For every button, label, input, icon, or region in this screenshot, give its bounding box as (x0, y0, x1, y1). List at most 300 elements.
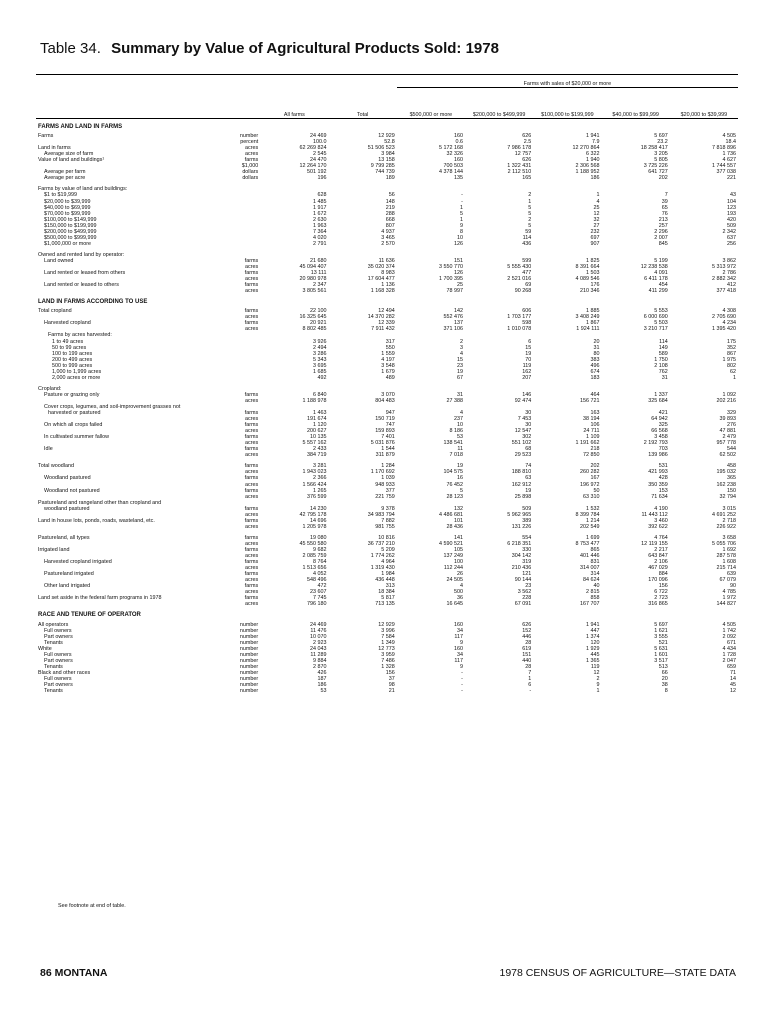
value-cell: 186 (317, 681, 327, 688)
row-label: 200 to 499 acres (52, 356, 93, 363)
value-cell: 1 940 (585, 157, 600, 164)
value-cell: 6 000 690 (643, 314, 668, 321)
row-label: woodland pastured (44, 505, 90, 512)
value-cell: 47 881 (719, 428, 736, 435)
row-label: 50 to 99 acres (52, 344, 87, 351)
value-cell: 304 142 (511, 553, 532, 560)
value-cell: 167 (590, 475, 600, 482)
value-cell: 196 972 (579, 481, 600, 488)
row-unit: number (239, 669, 259, 676)
value-cell: 440 (522, 657, 532, 664)
row-unit: number (239, 663, 259, 670)
value-cell: 24 711 (583, 428, 600, 435)
value-cell: 12 119 155 (641, 540, 668, 547)
value-cell: 3 205 (654, 151, 668, 158)
value-cell: 52.8 (384, 139, 395, 146)
row-label: Part owners (44, 633, 73, 640)
value-cell: 14 696 (309, 517, 327, 524)
row-label: Land set aside in the federal farm programs in 1978 (38, 595, 162, 602)
value-cell: 51 506 523 (367, 145, 395, 152)
row-unit: acres (245, 440, 259, 447)
value-cell: 12 773 (378, 645, 395, 652)
value-cell: 170 096 (648, 577, 668, 584)
value-cell: 1 685 (312, 368, 327, 375)
value-cell: 377 038 (716, 169, 736, 176)
value-cell: 1 679 (381, 368, 395, 375)
value-cell: 804 483 (375, 397, 395, 404)
value-cell: 276 (727, 422, 736, 429)
value-cell: 1 485 (312, 198, 327, 205)
value-cell: 11 636 (378, 257, 395, 264)
row-unit: number (239, 133, 259, 140)
row-unit: acres (245, 145, 259, 152)
row-unit: dollars (242, 175, 259, 182)
value-cell: 40 (593, 583, 600, 590)
value-cell: 5 697 (654, 133, 668, 140)
value-cell: 4 505 (722, 621, 736, 628)
value-cell: 188 810 (511, 469, 532, 476)
value-cell: 1 170 692 (370, 469, 395, 476)
table-header (36, 75, 738, 119)
value-cell: 45 550 580 (299, 540, 327, 547)
column-header: Total (328, 88, 396, 119)
row-unit: number (239, 621, 259, 628)
value-cell: 2 870 (312, 663, 327, 670)
value-cell: 3 695 (312, 362, 327, 369)
row-label: Farms (38, 133, 54, 140)
value-cell: 1 349 (381, 639, 395, 646)
value-cell: 383 (590, 356, 600, 363)
value-cell: 66 568 (651, 428, 668, 435)
value-cell: 80 (593, 350, 600, 357)
value-cell: 4 197 (381, 356, 395, 363)
value-cell: 4 764 (654, 534, 668, 541)
value-cell: 3 281 (312, 463, 327, 470)
value-cell: 56 (388, 192, 395, 199)
value-cell: 626 (522, 133, 532, 140)
value-cell: 5 055 706 (712, 540, 736, 547)
value-cell: 2 047 (722, 657, 736, 664)
value-cell: 0.6 (455, 139, 463, 146)
row-unit: farms (244, 547, 259, 553)
row-label-cell (36, 688, 260, 694)
value-cell: 1 867 (585, 320, 600, 327)
value-cell: 152 (522, 627, 532, 634)
value-cell: 4 (459, 350, 463, 357)
value-cell: 957 778 (716, 440, 736, 447)
row-unit: farms (244, 410, 259, 417)
value-cell: 210 436 (511, 565, 532, 572)
value-cell: 548 496 (306, 577, 327, 584)
value-cell: 643 847 (648, 553, 668, 560)
value-cell: 202 (658, 175, 668, 182)
value-cell: 674 (590, 368, 600, 375)
value-cell: 2 (459, 338, 463, 345)
value-cell: 78 997 (446, 288, 463, 295)
value-cell: 700 503 (443, 163, 463, 170)
value-cell: 401 446 (579, 553, 600, 560)
value-cell: 39 (661, 198, 668, 205)
row-label: Owned and rented land by operator: (38, 251, 125, 258)
value-cell: 196 (317, 175, 327, 182)
value-cell: 2 296 (654, 228, 668, 235)
row-unit: acres (245, 428, 259, 435)
page-folio-right: 1978 CENSUS OF AGRICULTURE—STATE DATA (499, 967, 736, 979)
value-cell: 27 (593, 222, 600, 229)
value-cell: 8 391 664 (575, 263, 600, 270)
value-cell: 8 753 477 (575, 540, 600, 547)
value-cell: 5 172 168 (438, 145, 463, 152)
value-cell: 5 (528, 222, 532, 229)
value-cell: 25 (593, 204, 600, 211)
value-cell: 3 286 (312, 350, 327, 357)
value-cell: 21 680 (309, 257, 327, 264)
value-cell: - (461, 192, 463, 199)
section-heading-text: LAND IN FARMS ACCORDING TO USE (38, 299, 148, 306)
value-cell: 4 964 (381, 559, 395, 566)
column-header: $500,000 or more (397, 88, 465, 119)
value-cell: 12 339 (378, 320, 395, 327)
value-cell: 7.9 (591, 139, 600, 146)
value-cell: 5 (528, 210, 532, 217)
value-cell: 436 448 (375, 577, 395, 584)
value-cell: 90 144 (514, 577, 532, 584)
value-cell: 377 (385, 487, 395, 494)
value-cell: 25 898 (514, 493, 532, 500)
row-unit: acres (245, 553, 259, 560)
row-unit: acres (245, 481, 259, 488)
value-cell: 19 (456, 368, 463, 375)
value-cell: 3 015 (722, 505, 736, 512)
value-cell: 1 941 (585, 621, 600, 628)
value-cell: 5 313 972 (712, 263, 736, 270)
row-unit: acres (245, 151, 259, 158)
value-cell: 352 (727, 344, 736, 351)
value-cell: 671 (727, 639, 736, 646)
value-cell: 1 039 (381, 475, 395, 482)
value-cell: 6 (528, 681, 532, 688)
value-cell: 531 (658, 463, 668, 470)
value-cell: 175 (727, 338, 736, 345)
value-cell: 2.5 (523, 139, 532, 146)
value-cell: 36 737 210 (367, 540, 395, 547)
value-cell: 207 (522, 374, 532, 381)
value-cell: 1 265 (312, 487, 327, 494)
value-cell: 256 (727, 240, 736, 247)
value-cell: 325 (658, 422, 668, 429)
value-cell: 1 092 (722, 391, 736, 398)
row-unit: farms (244, 422, 259, 429)
value-cell: 39 893 (719, 416, 736, 423)
value-cell: 7 911 432 (371, 326, 395, 333)
value-cell: 160 (453, 621, 463, 628)
value-cell: 43 (730, 192, 736, 199)
value-cell: 114 (659, 338, 668, 345)
value-cell: 2 106 (654, 559, 668, 566)
value-cell: 2 (528, 216, 532, 223)
value-cell: 4 627 (722, 157, 736, 164)
value-cell: 126 (453, 240, 463, 247)
value-cell: 221 759 (375, 493, 395, 500)
row-label: All operators (38, 621, 69, 628)
value-cell: 2 521 016 (507, 276, 532, 283)
row-label: Tenants (44, 663, 63, 670)
value-cell: 317 (385, 338, 395, 345)
value-cell: - (461, 198, 463, 205)
value-cell: 365 (727, 475, 736, 482)
value-cell: 4 434 (722, 645, 736, 652)
row-unit: acres (245, 397, 259, 404)
value-cell: 45 (730, 681, 736, 688)
value-cell: 9 884 (312, 657, 327, 664)
value-cell: 2 092 (722, 633, 736, 640)
value-cell: 1 774 262 (370, 553, 395, 560)
value-cell: 12 929 (378, 133, 395, 140)
value-cell: 384 719 (306, 452, 327, 459)
value-cell: 29 523 (514, 452, 532, 459)
value-cell: 445 (590, 651, 600, 658)
value-cell: 160 (453, 133, 463, 140)
row-unit: acres (245, 540, 259, 547)
value-cell: 25 (456, 282, 463, 289)
row-unit: acres (245, 326, 259, 333)
value-cell: 237 (453, 416, 463, 423)
value-cell: 2 433 (312, 446, 327, 453)
row-label: 1,000 to 1,999 acres (52, 368, 102, 375)
value-cell: 598 (522, 320, 532, 327)
value-cell: 325 684 (648, 397, 668, 404)
value-cell: 8 (459, 228, 463, 235)
value-cell: 288 (385, 210, 395, 217)
row-unit: acres (245, 601, 259, 608)
value-cell: 70 (525, 356, 532, 363)
value-cell: 1 136 (381, 282, 395, 289)
row-label: $200,000 to $499,999 (44, 228, 97, 235)
row-label: Full owners (44, 651, 72, 658)
value-cell: 24 469 (309, 133, 327, 140)
value-cell: 24 043 (309, 645, 327, 652)
value-cell: 19 (525, 487, 532, 494)
value-cell: 67 091 (514, 601, 532, 608)
value-cell: 3 210 717 (643, 326, 668, 333)
value-cell: 554 (522, 534, 532, 541)
row-label: Land in farms (38, 145, 71, 152)
value-cell: 219 (385, 204, 395, 211)
value-cell: 3 548 (381, 362, 395, 369)
value-cell: 71 (730, 669, 736, 676)
value-cell: 4 785 (722, 589, 736, 596)
value-cell: 123 (727, 204, 736, 211)
value-cell: 713 135 (375, 601, 395, 608)
value-cell: 1 532 (585, 505, 600, 512)
value-cell: 606 (522, 308, 532, 315)
value-cell: 84 624 (582, 577, 600, 584)
value-cell: 428 (658, 475, 668, 482)
value-cell: 489 (385, 374, 395, 381)
value-cell: 3 (459, 344, 463, 351)
row-label: Part owners (44, 657, 73, 664)
value-cell: 7 486 (381, 657, 395, 664)
value-cell: 104 (727, 198, 736, 205)
value-cell: 14 230 (309, 505, 327, 512)
value-cell: 50 (593, 487, 600, 494)
value-cell: 121 (522, 571, 532, 578)
value-cell: 5 557 162 (302, 440, 327, 447)
value-cell: 599 (522, 257, 532, 264)
value-cell: 1 825 (585, 257, 600, 264)
value-cell: 159 893 (375, 428, 395, 435)
value-cell: 1 319 430 (370, 565, 395, 572)
value-cell: 12 929 (378, 621, 395, 628)
row-unit: farms (244, 534, 259, 541)
column-header: All farms (260, 88, 328, 119)
value-cell: - (461, 675, 463, 682)
value-cell: 31 (593, 344, 600, 351)
value-cell: 1 544 (381, 446, 395, 453)
row-label: Other land irrigated (44, 583, 91, 590)
value-cell: 552 476 (443, 314, 463, 321)
value-cell: 156 721 (579, 397, 600, 404)
row-label: Harvested cropland irrigated (44, 559, 112, 566)
row-label: 1 to 49 acres (52, 338, 84, 345)
value-cell: 176 (590, 282, 600, 289)
value-cell: 131 226 (511, 523, 532, 530)
value-cell: 126 (453, 270, 463, 277)
row-unit: farms (244, 559, 259, 566)
value-cell: 5 503 (654, 320, 668, 327)
value-cell: 28 436 (446, 523, 463, 530)
value-cell: 1 010 078 (507, 326, 532, 333)
value-cell: 313 (385, 583, 395, 590)
value-cell: 32 326 (446, 151, 463, 158)
value-cell: - (461, 669, 463, 676)
value-cell: 330 (522, 547, 532, 553)
value-cell: 1 365 (585, 657, 600, 664)
table-title-text: Summary by Value of Agricultural Products Sold: 1978 (111, 40, 499, 57)
value-cell: 2 (596, 675, 600, 682)
row-unit: number (239, 651, 259, 658)
value-cell: 639 (727, 571, 736, 578)
value-cell: 221 (727, 175, 736, 182)
row-unit: acres (245, 493, 259, 500)
value-cell: 7 745 (312, 595, 327, 602)
row-unit: acres (245, 511, 259, 518)
value-cell: 189 (385, 175, 395, 182)
value-cell: 4 089 546 (575, 276, 600, 283)
row-unit: farms (244, 583, 259, 590)
value-cell: 1 943 023 (302, 469, 327, 476)
value-cell: 135 (453, 175, 463, 182)
value-cell: 62 (730, 368, 736, 375)
value-cell: 1 513 656 (302, 565, 327, 572)
value-cell: 15 (456, 356, 463, 363)
value-cell: 11 (457, 446, 463, 453)
value-cell: 2 815 (585, 589, 600, 596)
value-cell: 1 621 (654, 627, 668, 634)
row-label: Cover crops, legumes, and soil-improvement grasses not (44, 403, 181, 410)
value-cell: 3 725 226 (643, 163, 668, 170)
value-cell: 5 209 (381, 547, 395, 553)
row-label: Harvested cropland (44, 320, 91, 327)
value-cell: 5 343 (312, 356, 327, 363)
value-cell: 4 505 (722, 133, 736, 140)
value-cell: 119 (522, 362, 532, 369)
value-cell: 314 007 (579, 565, 600, 572)
row-unit: farms (244, 320, 259, 327)
value-cell: 5 553 (654, 308, 668, 315)
value-cell: 509 (727, 222, 736, 229)
value-cell: 24 469 (309, 621, 327, 628)
value-cell: 1 963 (312, 222, 327, 229)
value-cell: 4 937 (381, 228, 395, 235)
value-cell: 807 (385, 222, 395, 229)
value-cell: 4 (459, 410, 463, 417)
value-cell: 11 443 112 (641, 511, 668, 518)
value-cell: 4 020 (312, 234, 327, 241)
value-cell: 101 (453, 517, 463, 524)
value-cell: 200 627 (306, 428, 327, 435)
value-cell: 13 158 (378, 157, 395, 164)
value-cell: 45 094 407 (299, 263, 327, 270)
value-cell: 12 (593, 210, 600, 217)
row-label: White (38, 645, 52, 652)
value-cell: 7 018 (449, 452, 463, 459)
row-unit: acres (245, 452, 259, 459)
value-cell: 376 599 (306, 493, 327, 500)
value-cell: 28 (525, 639, 532, 646)
value-cell: 257 (658, 222, 668, 229)
value-cell: 138 541 (443, 440, 463, 447)
value-cell: 151 (522, 651, 532, 658)
value-cell: 981 755 (375, 523, 395, 530)
row-unit: farms (244, 308, 259, 315)
value-cell: 106 (590, 422, 600, 429)
row-label: $20,000 to $39,999 (44, 198, 91, 205)
value-cell: 20 921 (309, 320, 327, 327)
row-label: Woodland pastured (44, 475, 91, 482)
value-cell: 18.4 (725, 139, 736, 146)
row-unit: farms (244, 257, 259, 264)
value-cell: 1 (528, 198, 532, 205)
value-cell: 7 453 (517, 416, 532, 423)
value-cell: 5 (459, 487, 463, 494)
value-cell: 2 630 (312, 216, 327, 223)
value-cell: 544 (727, 446, 736, 453)
value-cell: 63 (525, 475, 532, 482)
row-unit: farms (244, 517, 259, 524)
value-cell: 7 986 178 (507, 145, 532, 152)
value-cell: 36 (456, 595, 463, 602)
value-cell: 619 (522, 645, 532, 652)
value-cell: 150 (727, 487, 736, 494)
row-unit: acres (245, 523, 259, 530)
value-cell: 23.2 (657, 139, 668, 146)
value-cell: 17 604 477 (367, 276, 395, 283)
table-body (36, 119, 738, 695)
value-cell: 98 (388, 681, 395, 688)
value-cell: 659 (727, 663, 736, 670)
value-cell: 2 366 (312, 475, 327, 482)
value-cell: 5 805 (654, 157, 668, 164)
value-cell: 4 308 (722, 308, 736, 315)
row-unit: acres (245, 565, 259, 572)
value-cell: 1 (459, 216, 463, 223)
row-unit: percent (240, 139, 259, 146)
value-cell: 1 917 (312, 204, 327, 211)
value-cell: 314 (590, 571, 600, 578)
value-cell: 10 (456, 422, 463, 429)
value-cell: 6 411 178 (644, 276, 668, 283)
